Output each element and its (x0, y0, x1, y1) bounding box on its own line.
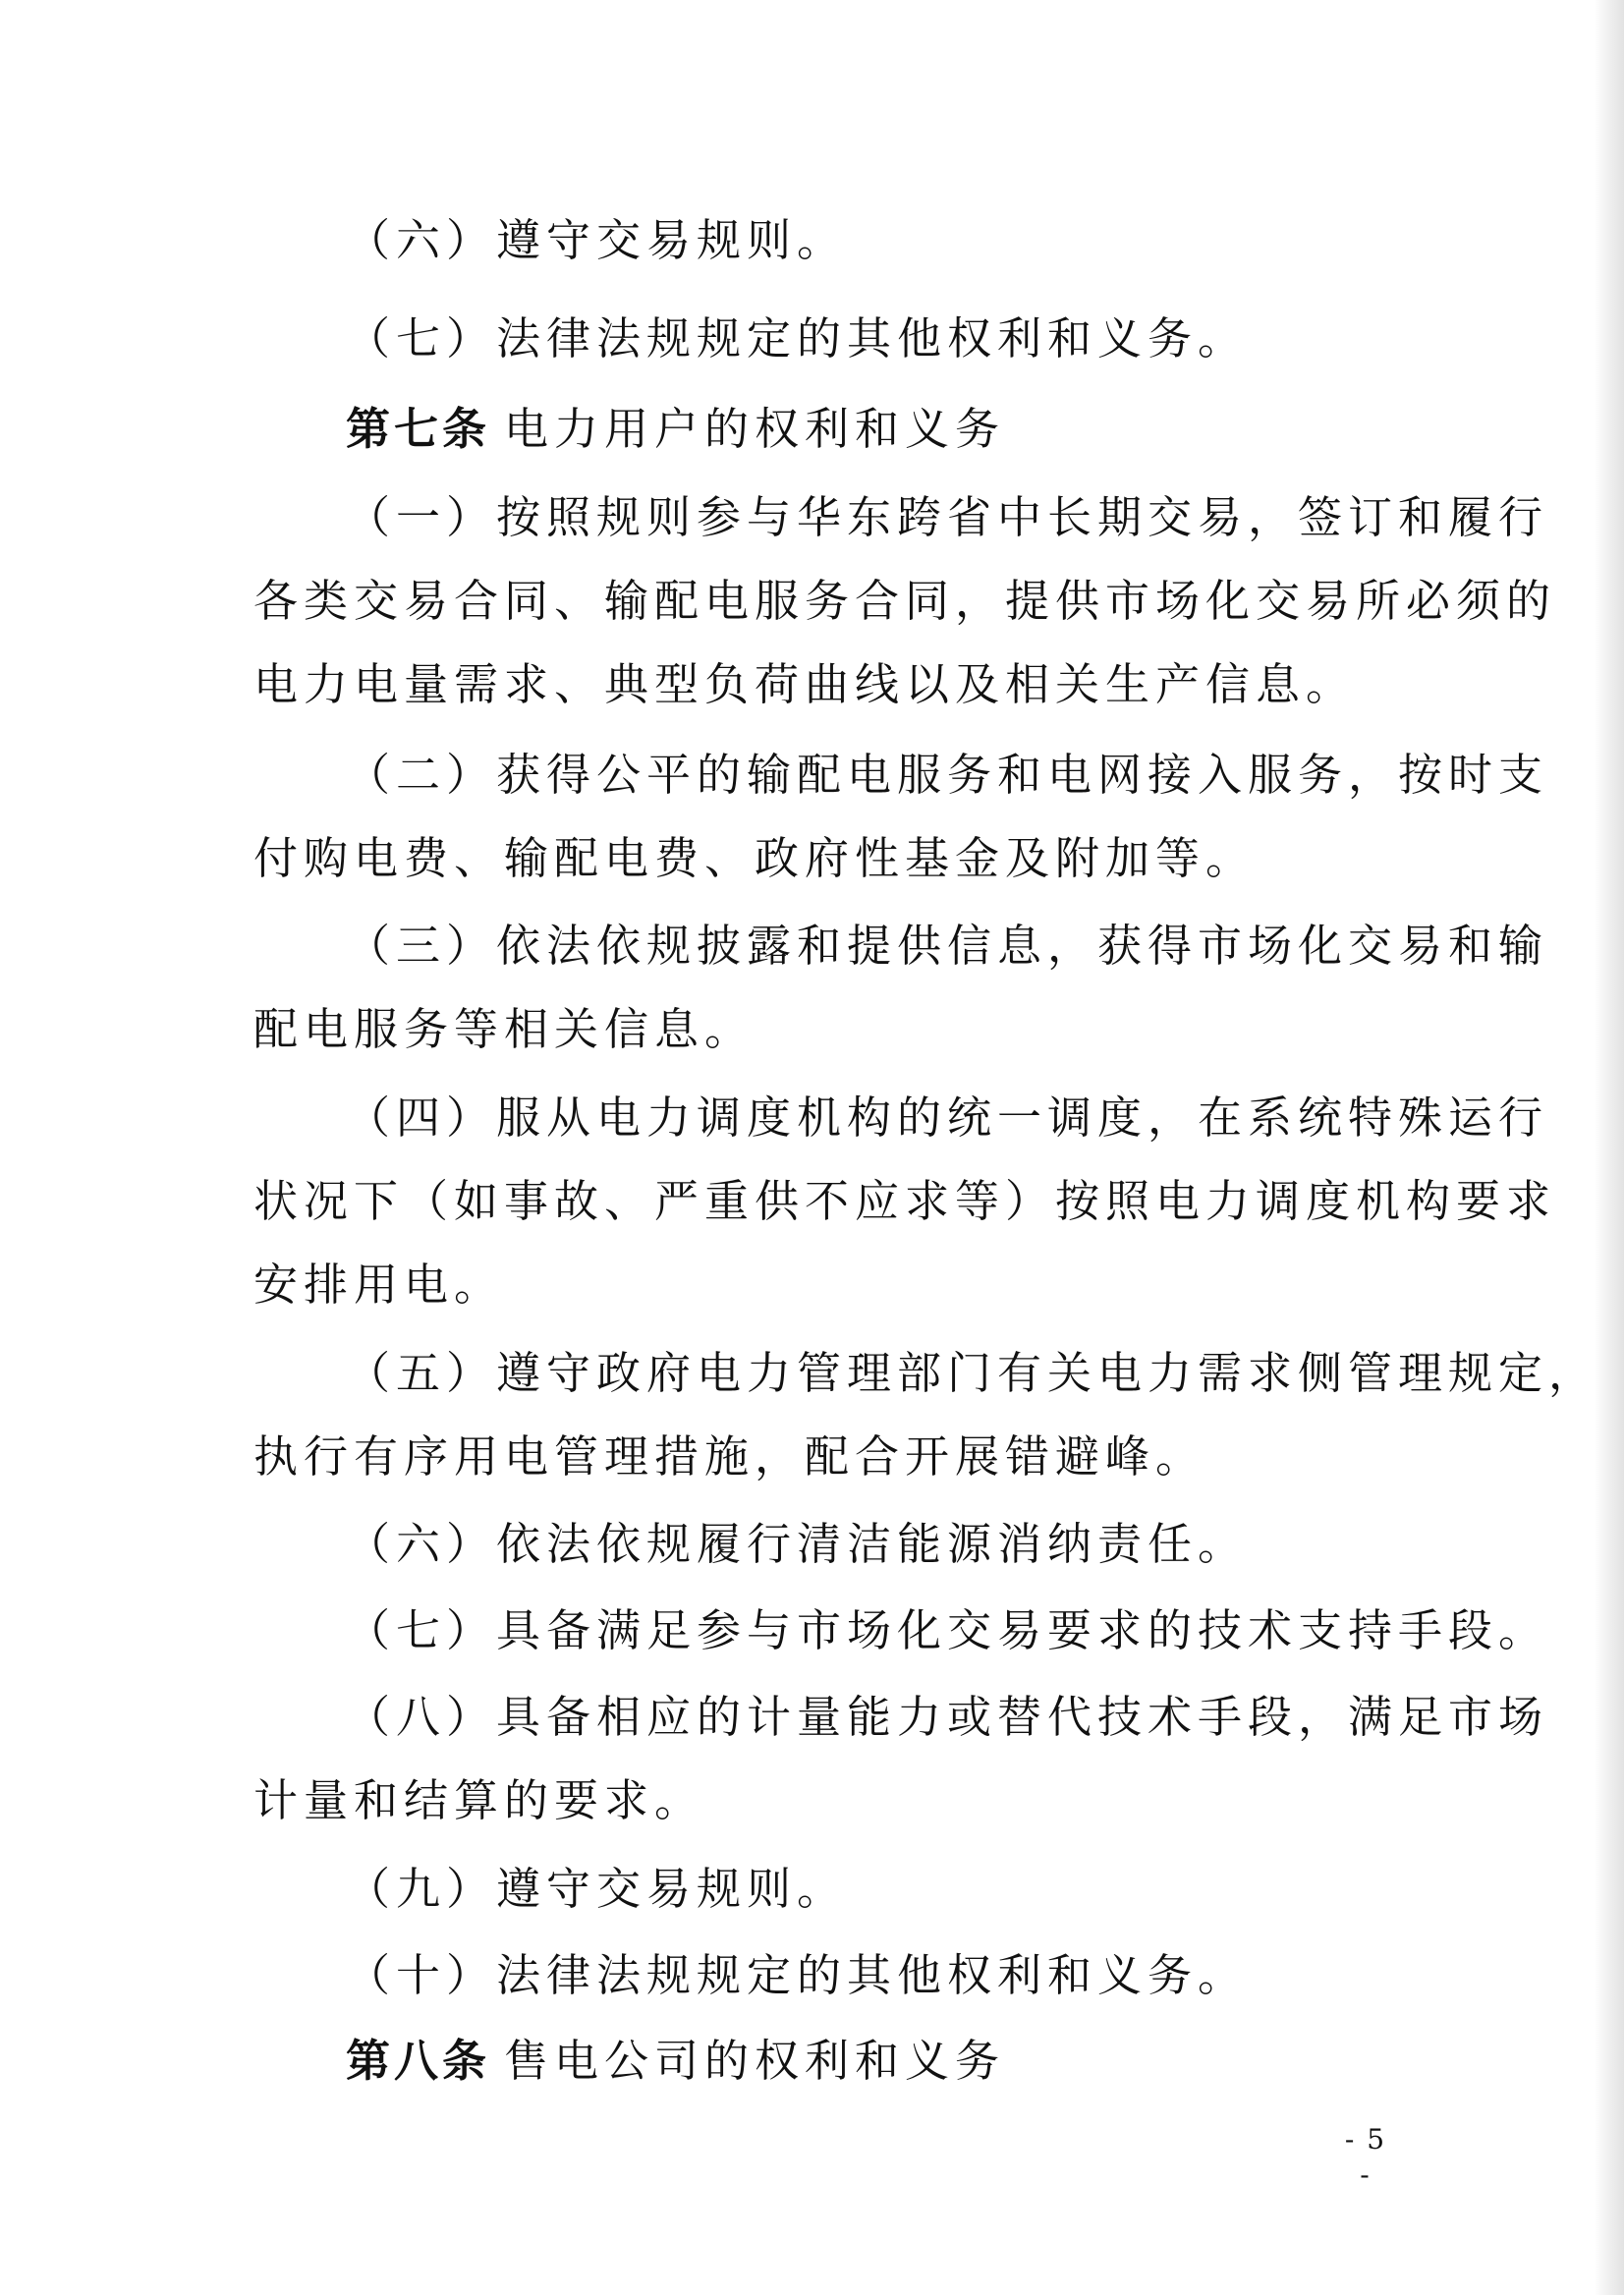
article-7-label: 第七条 (346, 403, 491, 455)
paragraph-line: （七）具备满足参与市场化交易要求的技术支持手段。 (346, 1604, 1549, 1656)
article-8-label: 第八条 (346, 2035, 491, 2087)
article-7-title: 电力用户的权利和义务 (504, 403, 1006, 455)
paragraph-line: 付购电费、输配电费、政府性基金及附加等。 (253, 832, 1257, 884)
page-number: - 5 - (1344, 2123, 1387, 2191)
article-7-heading (346, 400, 1403, 459)
paragraph-line: 电力电量需求、典型负荷曲线以及相关生产信息。 (253, 658, 1357, 710)
paragraph-line: 安排用电。 (253, 1259, 505, 1311)
paragraph-line: 计量和结算的要求。 (253, 1774, 705, 1826)
article-8-heading (346, 2032, 1403, 2091)
paragraph-line: 各类交易合同、输配电服务合同，提供市场化交易所必须的 (253, 575, 1557, 627)
paragraph-line: 配电服务等相关信息。 (253, 1003, 756, 1055)
paragraph-line: （九）遵守交易规则。 (346, 1863, 848, 1915)
paragraph-line: （八）具备相应的计量能力或替代技术手段，满足市场 (346, 1691, 1549, 1743)
article-8-title: 售电公司的权利和义务 (504, 2035, 1006, 2087)
paragraph-line: （七）法律法规规定的其他权利和义务。 (346, 312, 1249, 364)
paragraph-line: （六）依法依规履行清洁能源消纳责任。 (346, 1518, 1249, 1570)
paragraph-line: （一）按照规则参与华东跨省中长期交易，签订和履行 (346, 491, 1549, 543)
paragraph-line: 执行有序用电管理措施，配合开展错避峰。 (253, 1430, 1206, 1483)
paragraph-line: （五）遵守政府电力管理部门有关电力需求侧管理规定， (346, 1347, 1599, 1399)
paragraph-line: （三）依法依规披露和提供信息，获得市场化交易和输 (346, 920, 1549, 972)
paragraph-line: 状况下（如事故、严重供不应求等）按照电力调度机构要求 (253, 1175, 1557, 1227)
paragraph-line: （四）服从电力调度机构的统一调度，在系统特殊运行 (346, 1092, 1549, 1144)
paragraph-line: （六）遵守交易规则。 (346, 214, 848, 266)
paragraph-line: （十）法律法规规定的其他权利和义务。 (346, 1949, 1249, 2001)
paragraph-line: （二）获得公平的输配电服务和电网接入服务，按时支 (346, 749, 1549, 801)
